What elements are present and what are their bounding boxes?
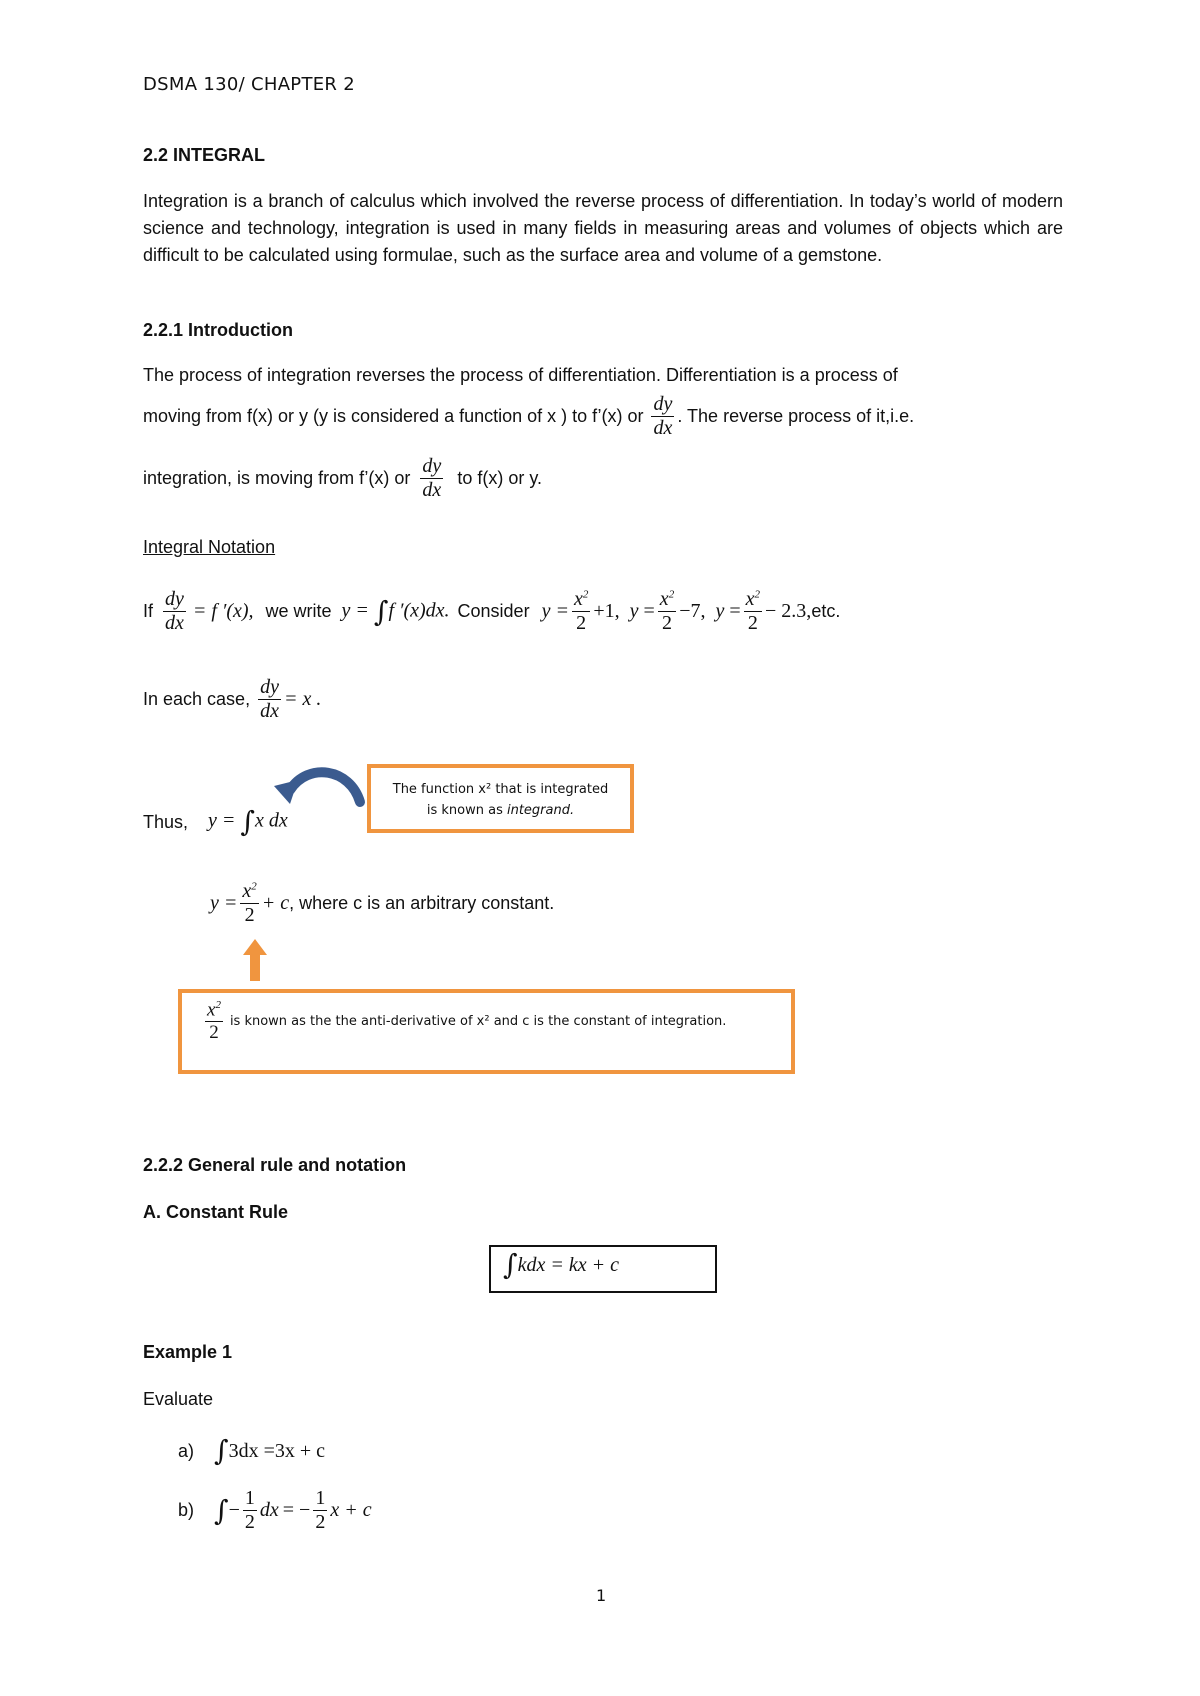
etc-label: etc.: [811, 601, 841, 621]
minus-seven: −7, y =: [679, 600, 741, 622]
example-a-expression: 3dx =3x + c: [228, 1439, 326, 1462]
page-number: 1: [596, 1586, 607, 1605]
thus-label: Thus,: [143, 811, 189, 832]
notation-line: [143, 588, 840, 635]
constant-rule-formula: kdx = kx + c: [517, 1253, 619, 1276]
minus-two-point-three: − 2.3,: [765, 600, 812, 622]
introduction-line-3a: integration, is moving from f’(x) or: [143, 468, 411, 488]
thus-integral: y = ∫x dx: [208, 805, 288, 838]
example-a: [178, 1434, 326, 1467]
thus-line: [143, 805, 288, 838]
introduction-line-2a: moving from f(x) or y (y is considered a function of x ) to f’(x) or: [143, 406, 644, 426]
x2-over-2-fraction: $\frac{x^2}{2}$: [242, 880, 257, 926]
general-rule-title: 2.2.2 General rule and notation: [143, 1155, 407, 1175]
integral-sign-icon: ∫: [214, 1434, 229, 1467]
dy-dx-fraction: $\frac{dy}{dx}$: [422, 455, 442, 501]
running-header: DSMA 130/ CHAPTER 2: [143, 74, 356, 95]
integrand-callout: [367, 764, 634, 833]
each-case-line: [143, 676, 321, 723]
equals-minus: = −: [282, 1499, 311, 1521]
if-label: If: [143, 601, 154, 621]
example-b: [178, 1487, 372, 1534]
intro-paragraph: Integration is a branch of calculus which involved the reverse process of differentiation. In today’s world of modern science and technology, integration is used in many fields in measuring areas and volumes of objects which are difficult to be calculated using formulae, such as the surface area and volume of a gemstone.: [143, 191, 1063, 265]
example-b-label: b): [178, 1500, 195, 1520]
dy-dx-fraction: $\frac{dy}{dx}$: [165, 588, 184, 634]
equals-x: = x .: [283, 688, 322, 710]
up-arrow-icon: [243, 939, 267, 981]
consider-label: Consider: [457, 601, 530, 621]
y-equals: y =: [541, 600, 569, 622]
y-equals: y =: [210, 892, 238, 914]
x2-over-2-fraction: $\frac{x^2}{2}$: [207, 999, 221, 1044]
introduction-line-2b: . The reverse process of it,i.e.: [677, 406, 915, 426]
constant-rule-box: [489, 1245, 717, 1293]
one-half-fraction: $\frac{1}{2}$: [244, 1487, 255, 1533]
example-title: Example 1: [143, 1342, 233, 1362]
evaluate-label: Evaluate: [143, 1389, 214, 1409]
minus-sign: −: [228, 1499, 240, 1521]
dx-equals: dx: [259, 1499, 279, 1521]
integrand-callout-line-1: The function x² that is integrated: [392, 782, 609, 797]
constant-rule-title: A. Constant Rule: [143, 1202, 289, 1222]
x2-over-2-fraction: $\frac{x^2}{2}$: [745, 588, 761, 634]
integral-notation-title: Integral Notation: [143, 537, 276, 557]
introduction-line-2: [143, 393, 914, 440]
x2-over-2-fraction: $\frac{x^2}{2}$: [659, 588, 675, 634]
integral-definition: y = ∫f ′(x)dx.: [341, 594, 450, 628]
each-case-label: In each case,: [143, 689, 251, 709]
introduction-line-1: The process of integration reverses the process of differentiation. Differentiation is a process of: [143, 365, 898, 385]
where-c-text: , where c is an arbitrary constant.: [289, 893, 555, 913]
antiderivative-callout-text: is known as the the anti-derivative of x² and c is the constant of integration.: [229, 1014, 727, 1029]
integral-sign-icon: ∫: [214, 1493, 229, 1527]
x2-over-2-fraction: $\frac{x^2}{2}$: [573, 588, 589, 634]
integral-sign-icon: ∫: [503, 1248, 518, 1281]
introduction-line-3: [143, 455, 542, 502]
dy-dx-fraction: $\frac{dy}{dx}$: [260, 676, 279, 722]
dy-dx-fraction: $\frac{dy}{dx}$: [653, 393, 673, 439]
we-write-label: we write: [265, 601, 332, 621]
x-plus-c: x + c: [330, 1499, 372, 1521]
introduction-line-3b: to f(x) or y.: [457, 468, 542, 488]
equals-fprime: = f ′(x),: [192, 600, 254, 622]
antiderivative-callout: [178, 989, 795, 1074]
one-half-fraction: $\frac{1}{2}$: [315, 1487, 326, 1533]
curved-arrow-icon: [268, 760, 368, 810]
introduction-title: 2.2.1 Introduction: [143, 320, 294, 340]
integrand-callout-line-2: is known as integrand.: [426, 803, 575, 818]
example-a-label: a): [178, 1440, 195, 1461]
antiderivative-line: [210, 880, 554, 927]
plus-one: +1, y =: [593, 600, 655, 622]
section-title: 2.2 INTEGRAL: [143, 145, 266, 165]
plus-c: + c: [261, 892, 290, 914]
